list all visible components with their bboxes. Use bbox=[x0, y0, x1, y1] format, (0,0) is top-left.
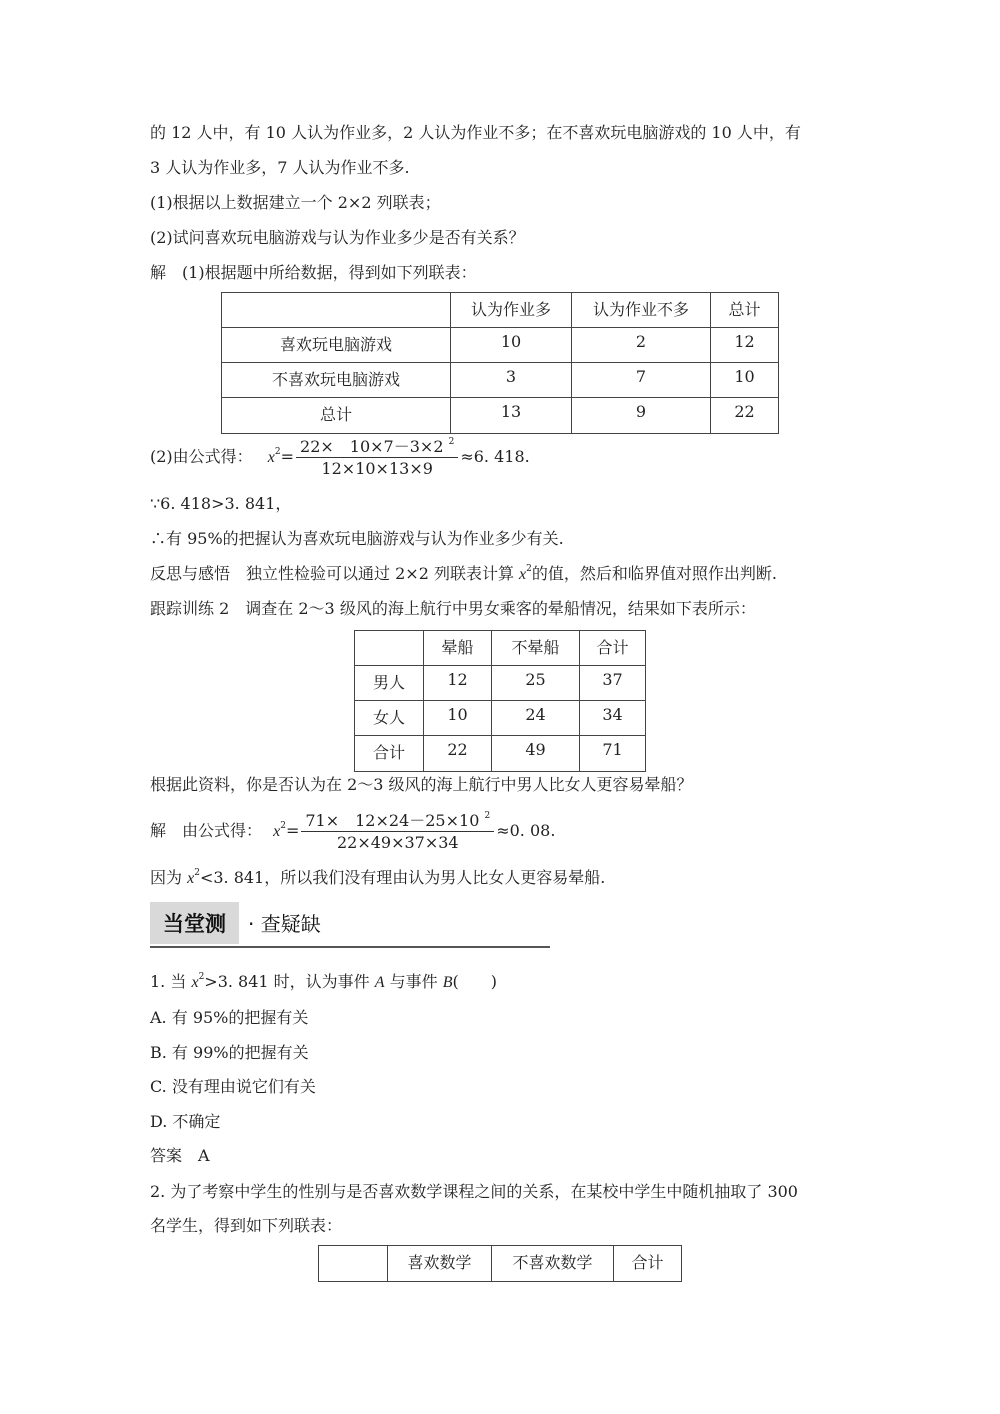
question-1: (1)根据以上数据建立一个 2×2 列联表； bbox=[150, 193, 441, 212]
formula-result: ≈6. 418. bbox=[460, 447, 530, 466]
section-subtitle: · 查疑缺 bbox=[248, 912, 321, 936]
table-cell: 37 bbox=[580, 666, 646, 701]
table-cell: 25 bbox=[492, 666, 580, 701]
table-row bbox=[222, 398, 779, 434]
table-cell: 12 bbox=[711, 328, 779, 363]
formula-result: ≈0. 08. bbox=[496, 821, 556, 840]
table-cell: 24 bbox=[492, 701, 580, 736]
table-row-label: 喜欢玩电脑游戏 bbox=[222, 328, 451, 363]
table-cell: 2 bbox=[572, 328, 711, 363]
table-row bbox=[222, 328, 779, 363]
table-row bbox=[355, 736, 646, 772]
quiz-1-option-d: D. 不确定 bbox=[150, 1112, 221, 1131]
table-header-cell bbox=[222, 293, 451, 328]
intro-line-1: 的 12 人中，有 10 人认为作业多，2 人认为作业不多；在不喜欢玩电脑游戏的 10 人中，有 bbox=[150, 123, 801, 142]
table-header-cell: 总计 bbox=[711, 293, 779, 328]
table-row bbox=[355, 701, 646, 736]
table-row bbox=[355, 666, 646, 701]
formula-2 bbox=[150, 810, 555, 853]
table-row-label: 合计 bbox=[355, 736, 424, 772]
table-row-label: 不喜欢玩电脑游戏 bbox=[222, 363, 451, 398]
table-cell: 12 bbox=[424, 666, 492, 701]
contingency-table-math bbox=[318, 1245, 682, 1282]
reflection-label: 反思与感悟 bbox=[150, 564, 231, 583]
intro-line-2: 3 人认为作业多，7 人认为作业不多. bbox=[150, 158, 410, 177]
table-row-label: 男人 bbox=[355, 666, 424, 701]
fraction-denominator: 22×49×37×34 bbox=[336, 832, 459, 852]
table-header-cell: 合计 bbox=[614, 1246, 682, 1282]
chi-square-symbol: $x^2$ bbox=[267, 447, 281, 466]
quiz-1-stem: 1. 当 $x^2>3$. 841 时，认为事件 A 与事件 B( ) bbox=[150, 972, 498, 991]
table-cell: 9 bbox=[572, 398, 711, 434]
table-header-row bbox=[222, 293, 779, 328]
table-header-cell: 不晕船 bbox=[492, 631, 580, 666]
table-header-cell: 不喜欢数学 bbox=[492, 1246, 614, 1282]
table-header-row bbox=[319, 1246, 682, 1282]
table-header-cell: 合计 bbox=[580, 631, 646, 666]
since-statement: ∵6. 418>3. 841， bbox=[150, 494, 292, 513]
question-2: (2)试问喜欢玩电脑游戏与认为作业多少是否有关系？ bbox=[150, 228, 525, 247]
equals-sign: = bbox=[280, 447, 295, 466]
quiz-2-line-1: 2. 为了考察中学生的性别与是否喜欢数学课程之间的关系，在某校中学生中随机抽取了 300 bbox=[150, 1182, 798, 1201]
chi-square-symbol: $x^2$ bbox=[273, 821, 286, 840]
fraction bbox=[296, 437, 458, 479]
table-cell: 13 bbox=[451, 398, 572, 434]
conclusion-seasickness: 因为 $x^2<3$. 841，所以我们没有理由认为男人比女人更容易晕船. bbox=[150, 868, 606, 887]
fraction bbox=[301, 811, 494, 853]
fraction-numerator: 71× 12×24－25×10 $^2$ bbox=[301, 811, 494, 832]
table-row bbox=[222, 363, 779, 398]
section-title: 当堂测 bbox=[150, 902, 239, 944]
table-header-cell: 认为作业不多 bbox=[572, 293, 711, 328]
table-header-cell: 喜欢数学 bbox=[388, 1246, 492, 1282]
table-cell: 3 bbox=[451, 363, 572, 398]
table-cell: 10 bbox=[424, 701, 492, 736]
table-cell: 10 bbox=[711, 363, 779, 398]
table-header-cell: 认为作业多 bbox=[451, 293, 572, 328]
exercise-2: 跟踪训练 2 调查在 2～3 级风的海上航行中男女乘客的晕船情况，结果如下表所示： bbox=[150, 599, 756, 618]
quiz-1-option-b: B. 有 99%的把握有关 bbox=[150, 1043, 309, 1062]
fraction-denominator: 12×10×13×9 bbox=[321, 458, 433, 478]
table-header-cell: 晕船 bbox=[424, 631, 492, 666]
table-cell: 7 bbox=[572, 363, 711, 398]
contingency-table-seasickness bbox=[354, 630, 646, 772]
question-seasickness: 根据此资料，你是否认为在 2～3 级风的海上航行中男人比女人更容易晕船？ bbox=[150, 775, 693, 794]
formula-1 bbox=[150, 436, 530, 479]
therefore-statement: ∴有 95%的把握认为喜欢玩电脑游戏与认为作业多少有关. bbox=[150, 529, 564, 548]
table-cell: 22 bbox=[424, 736, 492, 772]
table-header-cell bbox=[355, 631, 424, 666]
quiz-1-option-a: A. 有 95%的把握有关 bbox=[150, 1008, 309, 1027]
table-row-label: 总计 bbox=[222, 398, 451, 434]
table-cell: 34 bbox=[580, 701, 646, 736]
equals-sign: = bbox=[285, 821, 300, 840]
fraction-numerator: 22× 10×7－3×2 $^2$ bbox=[296, 437, 458, 458]
table-row-label: 女人 bbox=[355, 701, 424, 736]
table-header-cell bbox=[319, 1246, 388, 1282]
table-cell: 71 bbox=[580, 736, 646, 772]
table-cell: 22 bbox=[711, 398, 779, 434]
table-cell: 49 bbox=[492, 736, 580, 772]
quiz-2-line-2: 名学生，得到如下列联表： bbox=[150, 1216, 343, 1235]
formula-prefix: (2)由公式得： bbox=[150, 447, 253, 466]
table-header-row bbox=[355, 631, 646, 666]
reflection: 反思与感悟 独立性检验可以通过 2×2 列联表计算 $x^2$的值，然后和临界值对照作出判断. bbox=[150, 564, 777, 583]
exercise-label: 跟踪训练 2 bbox=[150, 599, 230, 618]
contingency-table-games bbox=[221, 292, 779, 434]
table-cell: 10 bbox=[451, 328, 572, 363]
quiz-1-option-c: C. 没有理由说它们有关 bbox=[150, 1077, 316, 1096]
solution-intro: 解 (1)根据题中所给数据，得到如下列联表： bbox=[150, 263, 477, 282]
section-header bbox=[150, 902, 550, 948]
formula-prefix: 解 由公式得： bbox=[150, 821, 263, 840]
quiz-1-answer: 答案 A bbox=[150, 1146, 210, 1165]
